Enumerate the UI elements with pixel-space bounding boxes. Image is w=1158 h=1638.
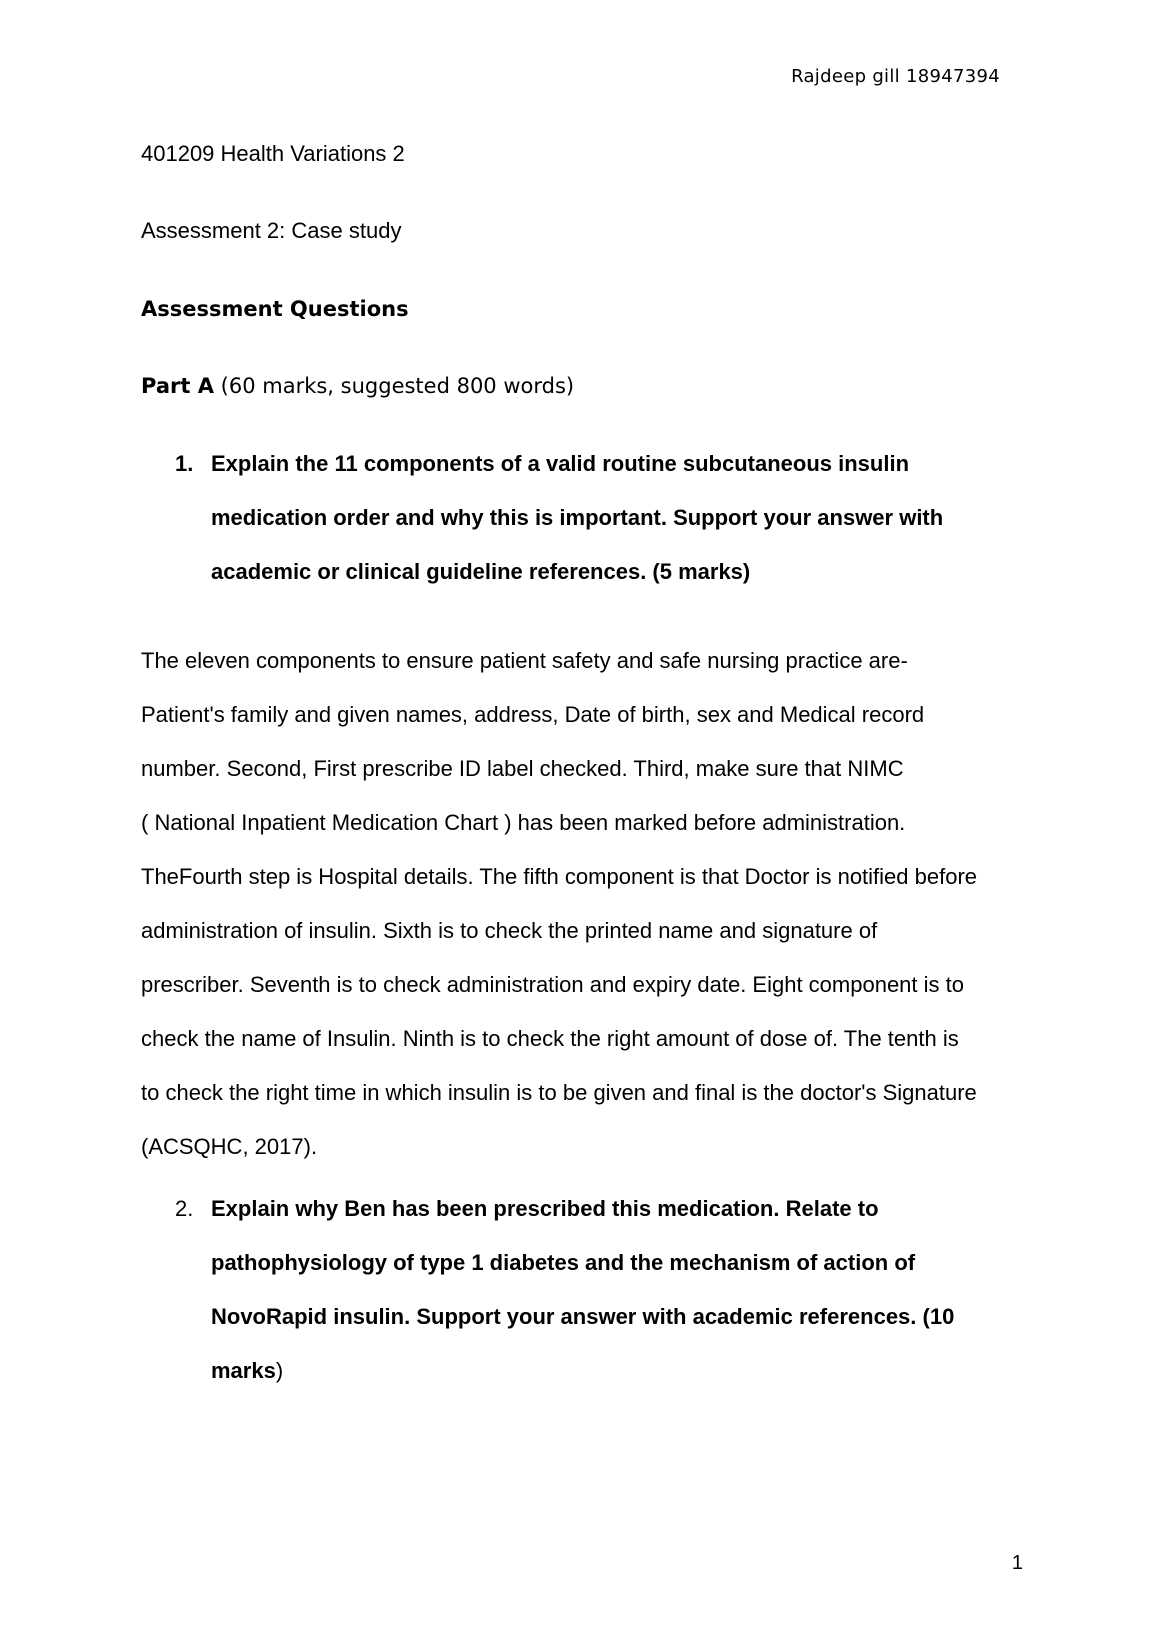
question-text — [211, 437, 1035, 599]
question-number: 1. — [175, 451, 194, 476]
question-line-bold: marks — [211, 1358, 276, 1383]
answer-line: number. Second, First prescribe ID label checked. Third, make sure that NIMC — [141, 756, 904, 781]
part-a-label: Part A — [141, 374, 214, 398]
answer-line: check the name of Insulin. Ninth is to check the right amount of dose of. The tenth is — [141, 1026, 959, 1051]
answer-line: ( National Inpatient Medication Chart ) has been marked before administration. — [141, 810, 906, 835]
question-text — [211, 1182, 1035, 1398]
answer-line: The eleven components to ensure patient safety and safe nursing practice are- — [141, 648, 908, 673]
question-line: pathophysiology of type 1 diabetes and the mechanism of action of — [211, 1250, 916, 1275]
question-line: medication order and why this is important. Support your answer with — [211, 505, 944, 530]
answer-line: TheFourth step is Hospital details. The fifth component is that Doctor is notified before — [141, 864, 978, 889]
answer-line: (ACSQHC, 2017). — [141, 1134, 318, 1159]
question-line: academic or clinical guideline references. (5 marks) — [211, 559, 751, 584]
answer-line: administration of insulin. Sixth is to check the printed name and signature of — [141, 918, 878, 943]
question-line: Explain the 11 components of a valid routine subcutaneous insulin — [211, 451, 910, 476]
question-number: 2. — [175, 1196, 194, 1221]
question-line — [211, 1344, 1035, 1398]
page-number: 1 — [1011, 1552, 1023, 1574]
assessment-title: Assessment 2: Case study — [141, 218, 402, 243]
answer-line: prescriber. Seventh is to check administration and expiry date. Eight component is to — [141, 972, 964, 997]
section-heading: Assessment Questions — [141, 297, 409, 321]
answer-line: to check the right time in which insulin is to be given and final is the doctor's Signature — [141, 1080, 977, 1105]
answer-line: Patient's family and given names, address, Date of birth, sex and Medical record — [141, 702, 925, 727]
question-line-normal: ) — [275, 1358, 284, 1383]
question-2 — [175, 1182, 1035, 1398]
answer-1 — [141, 634, 1041, 1174]
question-line: Explain why Ben has been prescribed this medication. Relate to — [211, 1196, 879, 1221]
part-a-heading — [141, 372, 574, 400]
part-a-detail: (60 marks, suggested 800 words) — [220, 374, 575, 398]
question-line: NovoRapid insulin. Support your answer with academic references. (10 — [211, 1304, 955, 1329]
header-author-id: Rajdeep gill 18947394 — [791, 66, 1000, 87]
question-1 — [175, 437, 1035, 599]
course-title: 401209 Health Variations 2 — [141, 141, 405, 166]
